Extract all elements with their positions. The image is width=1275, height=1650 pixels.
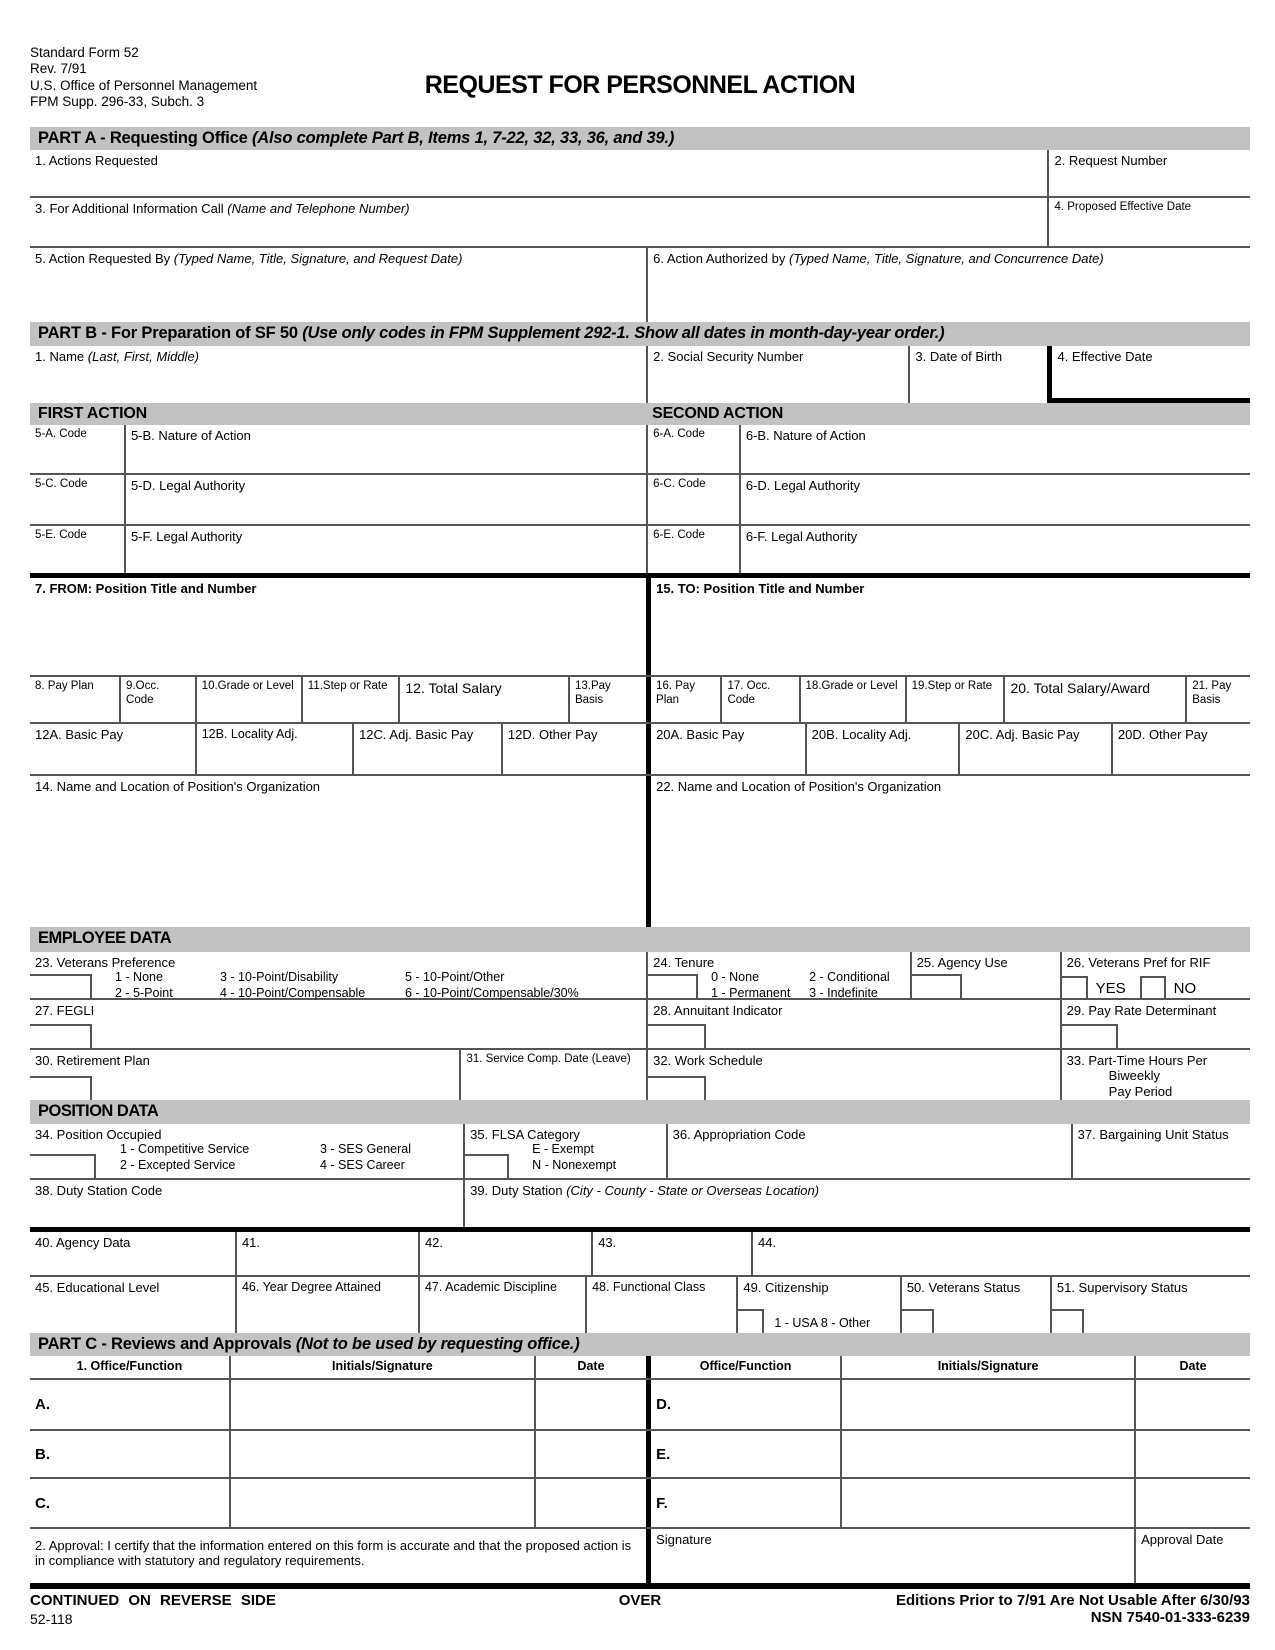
field-49-citizenship: 49. Citizenship 1 - USA 8 - Other [736, 1277, 899, 1333]
part-a-band [30, 127, 1250, 150]
field-12-total-salary: 12. Total Salary [398, 677, 568, 722]
action-row-ef [30, 526, 1250, 573]
review-row-e-date [1134, 1431, 1250, 1477]
editions-notice: Editions Prior to 7/91 Are Not Usable After 6/30/93 [896, 1592, 1250, 1609]
field-18-grade-or-level: 18.Grade or Level [799, 677, 905, 722]
review-row-e: E. [646, 1431, 840, 1477]
form-number: 52-118 [30, 1611, 73, 1627]
form-header [30, 45, 1250, 127]
review-row-e-initials [840, 1431, 1134, 1477]
form-id-line2: Rev. 7/91 [30, 61, 87, 77]
field-7-from-position: 7. FROM: Position Title and Number [35, 581, 257, 596]
field-17-occ-code: 17. Occ. Code [720, 677, 798, 722]
approval-certification: 2. Approval: I certify that the information entered on this form is accurate and that the proposed action is in compliance with statutory and regulatory requirements. [35, 1538, 632, 1569]
field-14-organization: 14. Name and Location of Position's Organization [35, 779, 321, 794]
review-row-b-initials [229, 1431, 534, 1477]
field-50-veterans-status: 50. Veterans Status [900, 1277, 1050, 1333]
part-a-heading-note: (Also complete Part B, Items 1, 7-22, 32, 33, 36, and 39.) [252, 129, 675, 147]
citizenship-entry-box [738, 1309, 764, 1333]
field-12d-other-pay: 12D. Other Pay [501, 724, 646, 774]
approval-row [30, 1529, 1250, 1583]
part-b-heading: PART B - For Preparation of SF 50 [38, 324, 298, 342]
field-b3-date-of-birth: 3. Date of Birth [908, 346, 1047, 403]
review-row-d: D. [646, 1380, 840, 1429]
flsa-entry-box [465, 1154, 509, 1178]
part-c-row-c [30, 1479, 1250, 1529]
review-row-d-initials [840, 1380, 1134, 1429]
continued-on-reverse: CONTINUED ON REVERSE SIDE [30, 1592, 276, 1609]
col-date-left: Date [534, 1356, 646, 1378]
review-row-c: C. [35, 1495, 50, 1512]
review-row-a: A. [35, 1396, 50, 1413]
supervisory-status-entry-box [1052, 1309, 1084, 1333]
field-12b-locality-adj: 12B. Locality Adj. [195, 724, 352, 774]
field-33-part-time-hours: 33. Part-Time Hours Per Biweekly Pay Period [1060, 1050, 1250, 1100]
approval-signature: Signature [646, 1529, 1134, 1583]
col-initials-signature-right: Initials/Signature [840, 1356, 1134, 1378]
col-date-right: Date [1134, 1356, 1250, 1378]
col-office-function-left: 1. Office/Function [76, 1359, 183, 1373]
pay-rate-entry-box [1062, 1024, 1118, 1048]
work-schedule-entry-box [648, 1076, 706, 1100]
field-8-pay-plan: 8. Pay Plan [35, 680, 94, 692]
education-row [30, 1277, 1250, 1333]
field-47-academic-discipline: 47. Academic Discipline [418, 1277, 585, 1333]
part-a-row-3 [30, 248, 1250, 322]
retirement-entry-box [30, 1076, 92, 1100]
field-37-bargaining-unit-status: 37. Bargaining Unit Status [1071, 1124, 1250, 1178]
field-30-retirement-plan: 30. Retirement Plan [30, 1050, 459, 1100]
part-c-header-row [30, 1356, 1250, 1380]
rif-yes-label: YES [1095, 980, 1126, 998]
field-6b-nature-of-action: 6-B. Nature of Action [739, 425, 1250, 473]
field-6e-code: 6-E. Code [646, 526, 739, 573]
review-row-b-date [534, 1431, 646, 1477]
position-data-heading: POSITION DATA [38, 1102, 159, 1120]
part-b-band [30, 322, 1250, 346]
part-c-band [30, 1333, 1250, 1356]
form-id-line3: U.S. Office of Personnel Management [30, 77, 258, 93]
field-6a-code: 6-A. Code [646, 425, 739, 473]
veterans-status-entry-box [902, 1309, 934, 1333]
field-48-functional-class: 48. Functional Class [585, 1277, 736, 1333]
field-44: 44. [751, 1232, 1250, 1275]
annuitant-entry-box [648, 1024, 706, 1048]
field-27-fegli: 27. FEGLI [30, 1000, 646, 1048]
review-row-c-initials [229, 1479, 534, 1527]
field-16-pay-plan: 16. Pay Plan [646, 677, 720, 722]
field-6-action-authorized-by: 6. Action Authorized by (Typed Name, Title, Signature, and Concurrence Date) [646, 248, 1250, 322]
col-office-function-right: Office/Function [646, 1356, 840, 1378]
field-6d-legal-authority: 6-D. Legal Authority [739, 475, 1250, 524]
action-row-cd [30, 475, 1250, 526]
review-row-c-date [534, 1479, 646, 1527]
part-a-row-1 [30, 150, 1250, 198]
field-19-step-or-rate: 19.Step or Rate [905, 677, 1004, 722]
field-b2-ssn: 2. Social Security Number [646, 346, 908, 403]
field-4-proposed-effective-date: 4. Proposed Effective Date [1047, 198, 1250, 246]
field-12a-basic-pay: 12A. Basic Pay [35, 727, 124, 742]
part-c-row-b [30, 1431, 1250, 1479]
field-40-agency-data: 40. Agency Data [35, 1235, 131, 1250]
field-3-additional-information: 3. For Additional Information Call (Name and Telephone Number) [35, 201, 410, 216]
field-11-step-or-rate: 11.Step or Rate [301, 677, 399, 722]
form-id-line1: Standard Form 52 [30, 45, 139, 60]
employee-row-1 [30, 952, 1250, 1000]
part-a-row-2 [30, 198, 1250, 248]
nsn-number: NSN 7540-01-333-6239 [1090, 1609, 1250, 1626]
employee-row-3 [30, 1050, 1250, 1100]
field-b4-effective-date: 4. Effective Date [1047, 346, 1250, 403]
field-38-duty-station-code: 38. Duty Station Code [35, 1183, 163, 1198]
over-label: OVER [618, 1592, 662, 1609]
part-b-name-row [30, 346, 1250, 403]
part-c-row-a [30, 1380, 1250, 1431]
field-24-tenure: 24. Tenure 0 - None 1 - Permanent 2 - Conditional 3 - Indefinite [646, 952, 910, 998]
field-31-service-comp-date: 31. Service Comp. Date (Leave) [459, 1050, 646, 1100]
tenure-entry-box [648, 974, 698, 998]
first-action-heading: FIRST ACTION [38, 405, 147, 422]
position-row-2 [30, 1180, 1250, 1227]
agency-data-row [30, 1232, 1250, 1277]
field-20b-locality-adj: 20B. Locality Adj. [805, 724, 959, 774]
field-32-work-schedule: 32. Work Schedule [646, 1050, 1060, 1100]
part-c-heading-note: (Not to be used by requesting office.) [295, 1335, 580, 1353]
pay-sub-row [30, 724, 1250, 776]
field-13-pay-basis: 13.Pay Basis [568, 677, 646, 722]
field-12c-adj-basic-pay: 12C. Adj. Basic Pay [352, 724, 501, 774]
field-42: 42. [418, 1232, 591, 1275]
field-20a-basic-pay: 20A. Basic Pay [646, 724, 805, 774]
position-row-1 [30, 1124, 1250, 1180]
rif-no-checkbox [1140, 976, 1166, 998]
approval-date: Approval Date [1134, 1529, 1250, 1583]
part-b-heading-note: (Use only codes in FPM Supplement 292-1. Show all dates in month-day-year order.) [302, 324, 945, 342]
position-data-band [30, 1100, 1250, 1124]
field-23-veterans-preference: 23. Veterans Preference 1 - None 2 - 5-Point 3 - 10-Point/Disability 4 - 10-Point/Compensable 5 - 10-Point/Other 6 - 10-Point/Compensable/30% [30, 952, 646, 998]
employee-data-heading: EMPLOYEE DATA [38, 929, 172, 947]
field-10-grade-or-level: 10.Grade or Level [195, 677, 301, 722]
col-initials-signature-left: Initials/Signature [229, 1356, 534, 1378]
part-c-heading: PART C - Reviews and Approvals [38, 1335, 292, 1353]
field-22-organization: 22. Name and Location of Position's Organization [646, 776, 1250, 927]
field-46-year-degree-attained: 46. Year Degree Attained [235, 1277, 418, 1333]
action-row-ab [30, 425, 1250, 475]
field-9-occ-code: 9.Occ. Code [119, 677, 195, 722]
field-2-request-number: 2. Request Number [1047, 150, 1250, 196]
organization-row [30, 776, 1250, 927]
field-29-pay-rate-determinant: 29. Pay Rate Determinant [1060, 1000, 1250, 1048]
field-5f-legal-authority: 5-F. Legal Authority [124, 526, 646, 573]
field-5a-code: 5-A. Code [35, 428, 87, 440]
field-20d-other-pay: 20D. Other Pay [1111, 724, 1250, 774]
field-5b-nature-of-action: 5-B. Nature of Action [124, 425, 646, 473]
field-6c-code: 6-C. Code [646, 475, 739, 524]
field-26-veterans-pref-rif: 26. Veterans Pref for RIF YES NO [1060, 952, 1250, 998]
review-row-a-date [534, 1380, 646, 1429]
field-20c-adj-basic-pay: 20C. Adj. Basic Pay [958, 724, 1111, 774]
field-5c-code: 5-C. Code [35, 478, 88, 490]
form-footer [30, 1589, 1250, 1627]
veterans-preference-entry-box [30, 974, 92, 998]
form-id-line4: FPM Supp. 296-33, Subch. 3 [30, 94, 205, 110]
field-34-position-occupied: 34. Position Occupied 1 - Competitive Service 2 - Excepted Service 3 - SES General 4 - SES Career [30, 1124, 463, 1178]
from-to-row [30, 578, 1250, 675]
field-41: 41. [235, 1232, 418, 1275]
field-35-flsa-category: 35. FLSA Category E - Exempt N - Nonexempt [463, 1124, 666, 1178]
field-51-supervisory-status: 51. Supervisory Status [1050, 1277, 1250, 1333]
field-20-total-salary-award: 20. Total Salary/Award [1003, 677, 1185, 722]
field-6f-legal-authority: 6-F. Legal Authority [739, 526, 1250, 573]
review-row-f: F. [646, 1479, 840, 1527]
employee-row-2 [30, 1000, 1250, 1050]
field-43: 43. [591, 1232, 751, 1275]
field-25-agency-use: 25. Agency Use [910, 952, 1060, 998]
field-21-pay-basis: 21. Pay Basis [1185, 677, 1250, 722]
fegli-entry-box [30, 1024, 92, 1048]
part-a-heading: PART A - Requesting Office [38, 129, 248, 147]
field-39-duty-station: 39. Duty Station (City - County - State or Overseas Location) [463, 1180, 1250, 1227]
review-row-f-date [1134, 1479, 1250, 1527]
action-band [30, 403, 1250, 425]
field-36-appropriation-code: 36. Appropriation Code [666, 1124, 1071, 1178]
form-title: REQUEST FOR PERSONNEL ACTION [424, 71, 856, 99]
review-row-b: B. [35, 1446, 50, 1463]
review-row-d-date [1134, 1380, 1250, 1429]
field-5-action-requested-by: 5. Action Requested By (Typed Name, Title, Signature, and Request Date) [35, 251, 463, 266]
field-45-educational-level: 45. Educational Level [35, 1280, 160, 1295]
field-5e-code: 5-E. Code [35, 529, 87, 541]
position-occupied-entry-box [30, 1154, 96, 1178]
field-15-to-position: 15. TO: Position Title and Number [646, 578, 1250, 675]
rif-yes-checkbox [1062, 976, 1088, 998]
field-b1-name: 1. Name (Last, First, Middle) [35, 349, 200, 364]
field-28-annuitant-indicator: 28. Annuitant Indicator [646, 1000, 1060, 1048]
rif-no-label: NO [1173, 980, 1197, 998]
pay-header-row [30, 675, 1250, 724]
second-action-heading: SECOND ACTION [652, 405, 784, 422]
field-5d-legal-authority: 5-D. Legal Authority [124, 475, 646, 524]
review-row-f-initials [840, 1479, 1134, 1527]
employee-data-band [30, 927, 1250, 952]
field-1-actions-requested: 1. Actions Requested [35, 153, 158, 168]
agency-use-entry-box [912, 974, 962, 998]
review-row-a-initials [229, 1380, 534, 1429]
